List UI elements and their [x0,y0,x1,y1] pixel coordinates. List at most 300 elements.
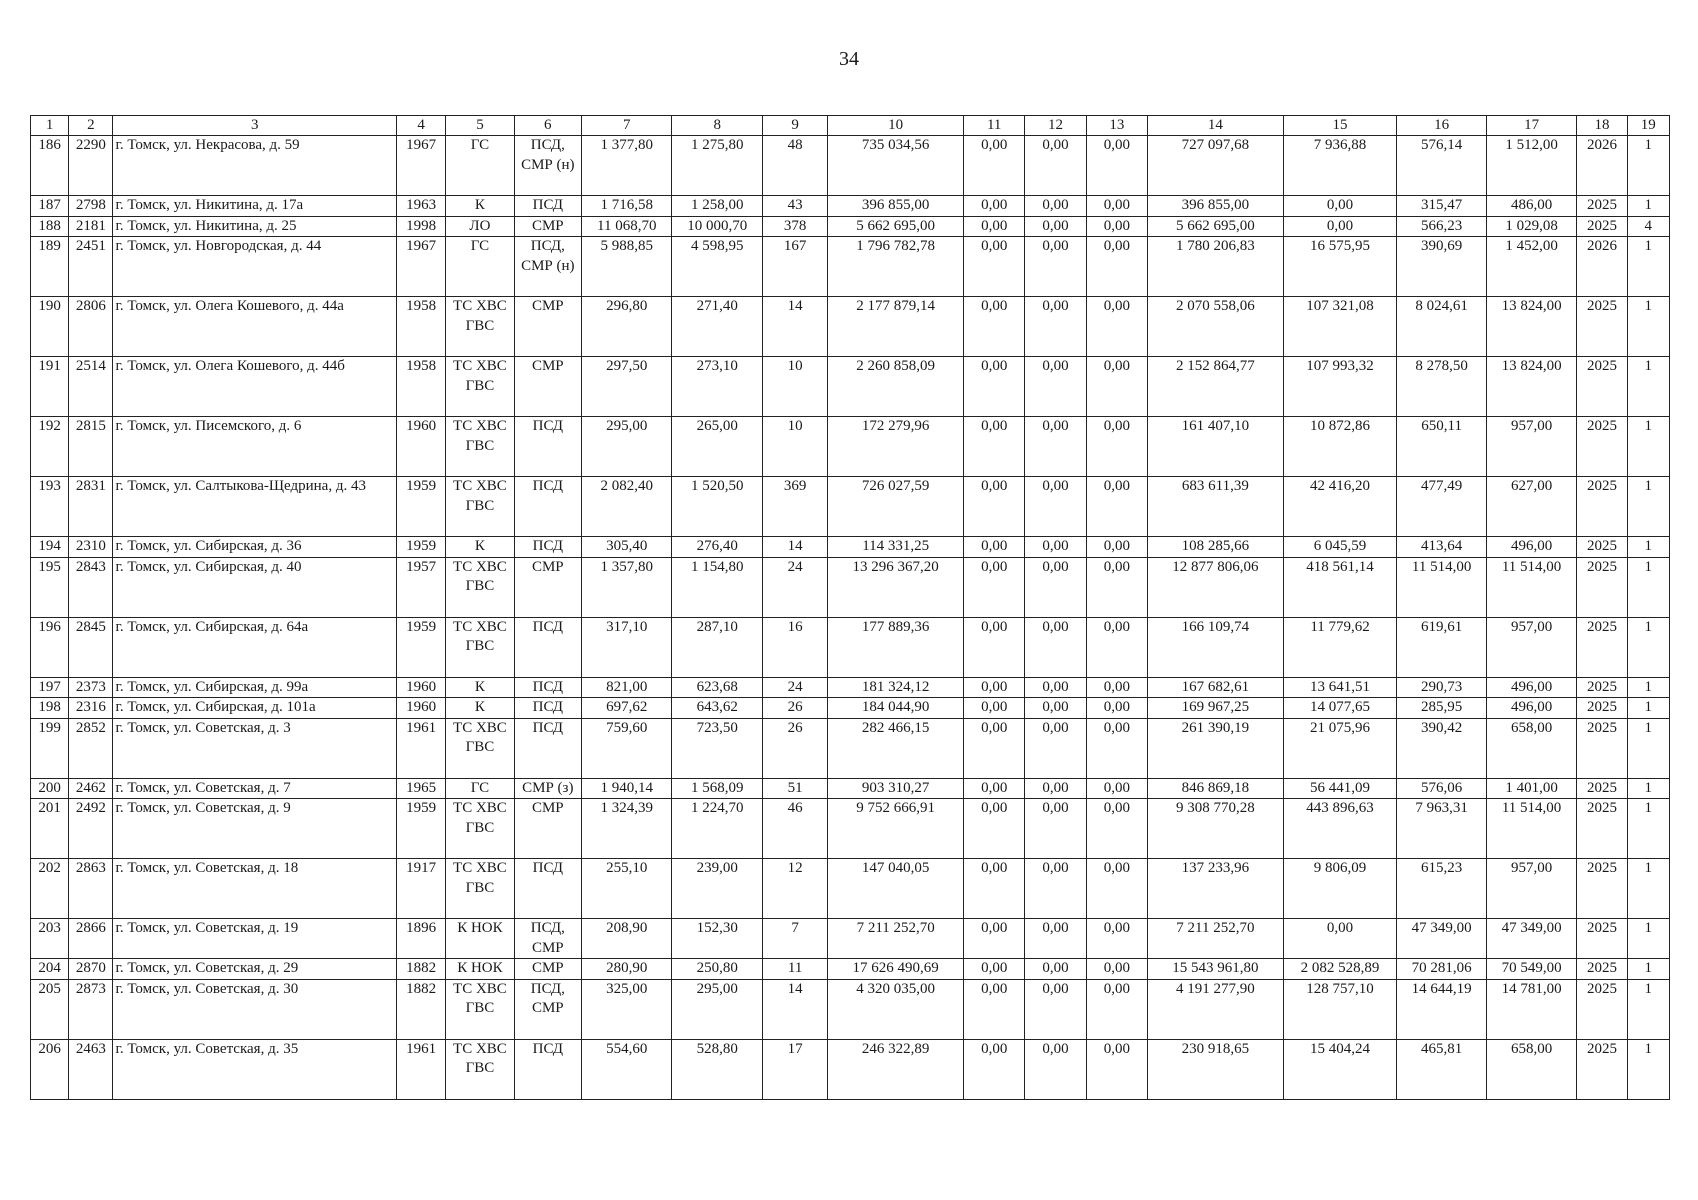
table-cell-col-2: 2463 [69,1039,113,1099]
table-cell-col-10: 181 324,12 [828,677,964,698]
table-cell-col-7: 697,62 [581,698,671,719]
table-cell-col-12: 0,00 [1025,919,1086,959]
table-cell-col-11: 0,00 [964,778,1025,799]
table-cell-col-3: г. Томск, ул. Советская, д. 30 [113,979,397,1039]
column-number-3: 3 [113,116,397,136]
column-number-10: 10 [828,116,964,136]
table-cell-col-10: 246 322,89 [828,1039,964,1099]
table-cell-col-8: 250,80 [672,959,762,980]
table-cell-col-16: 576,14 [1397,136,1486,196]
table-cell-col-5: ТС ХВС ГВС [446,477,514,537]
table-cell-col-1: 195 [31,557,69,617]
table-cell-col-17: 486,00 [1486,196,1576,217]
table-cell-col-17: 1 452,00 [1486,237,1576,297]
table-cell-col-13: 0,00 [1086,357,1147,417]
table-cell-col-10: 282 466,15 [828,718,964,778]
table-cell-col-13: 0,00 [1086,297,1147,357]
table-cell-col-7: 295,00 [581,417,671,477]
table-cell-col-15: 418 561,14 [1283,557,1397,617]
column-number-1: 1 [31,116,69,136]
table-cell-col-12: 0,00 [1025,237,1086,297]
table-cell-col-15: 107 993,32 [1283,357,1397,417]
table-cell-col-14: 261 390,19 [1148,718,1284,778]
table-cell-col-15: 10 872,86 [1283,417,1397,477]
table-cell-col-18: 2025 [1577,698,1627,719]
table-cell-col-6: СМР [514,959,581,980]
table-cell-col-1: 193 [31,477,69,537]
table-cell-col-10: 2 260 858,09 [828,357,964,417]
table-cell-col-10: 903 310,27 [828,778,964,799]
table-cell-col-1: 186 [31,136,69,196]
table-cell-col-16: 566,23 [1397,216,1486,237]
table-cell-col-18: 2025 [1577,297,1627,357]
table-cell-col-11: 0,00 [964,297,1025,357]
column-number-row [31,116,1670,136]
page-number: 34 [839,48,859,70]
table-cell-col-2: 2462 [69,778,113,799]
table-cell-col-13: 0,00 [1086,196,1147,217]
table-cell-col-17: 957,00 [1486,859,1576,919]
table-cell-col-8: 623,68 [672,677,762,698]
table-cell-col-2: 2373 [69,677,113,698]
table-cell-col-19: 1 [1627,799,1669,859]
table-cell-col-4: 1965 [396,778,445,799]
table-row [31,919,1670,959]
table-cell-col-8: 1 275,80 [672,136,762,196]
table-cell-col-6: ПСД, СМР (н) [514,136,581,196]
table-cell-col-13: 0,00 [1086,979,1147,1039]
table-cell-col-18: 2025 [1577,799,1627,859]
table-cell-col-4: 1960 [396,698,445,719]
table-cell-col-10: 726 027,59 [828,477,964,537]
table-cell-col-4: 1960 [396,417,445,477]
table-cell-col-13: 0,00 [1086,698,1147,719]
table-cell-col-11: 0,00 [964,136,1025,196]
column-number-12: 12 [1025,116,1086,136]
table-cell-col-18: 2025 [1577,859,1627,919]
table-cell-col-12: 0,00 [1025,357,1086,417]
table-cell-col-1: 203 [31,919,69,959]
table-cell-col-7: 317,10 [581,617,671,677]
table-cell-col-13: 0,00 [1086,1039,1147,1099]
table-cell-col-5: К [446,677,514,698]
table-row [31,537,1670,558]
table-cell-col-15: 2 082 528,89 [1283,959,1397,980]
table-cell-col-11: 0,00 [964,919,1025,959]
table-cell-col-3: г. Томск, ул. Никитина, д. 17а [113,196,397,217]
table-cell-col-11: 0,00 [964,557,1025,617]
table-cell-col-7: 296,80 [581,297,671,357]
table-cell-col-7: 280,90 [581,959,671,980]
table-cell-col-4: 1960 [396,677,445,698]
table-cell-col-19: 1 [1627,136,1669,196]
table-row [31,357,1670,417]
table-cell-col-15: 13 641,51 [1283,677,1397,698]
table-cell-col-15: 6 045,59 [1283,537,1397,558]
table-cell-col-9: 51 [762,778,827,799]
table-cell-col-16: 413,64 [1397,537,1486,558]
table-cell-col-18: 2025 [1577,196,1627,217]
table-cell-col-19: 1 [1627,196,1669,217]
table-cell-col-17: 47 349,00 [1486,919,1576,959]
column-number-4: 4 [396,116,445,136]
table-cell-col-19: 1 [1627,859,1669,919]
table-cell-col-14: 230 918,65 [1148,1039,1284,1099]
table-cell-col-6: ПСД [514,417,581,477]
table-cell-col-14: 2 152 864,77 [1148,357,1284,417]
table-cell-col-6: СМР [514,799,581,859]
table-cell-col-10: 396 855,00 [828,196,964,217]
table-cell-col-2: 2181 [69,216,113,237]
table-cell-col-5: ТС ХВС ГВС [446,718,514,778]
table-cell-col-2: 2815 [69,417,113,477]
table-cell-col-6: ПСД [514,718,581,778]
table-cell-col-12: 0,00 [1025,216,1086,237]
table-cell-col-10: 735 034,56 [828,136,964,196]
table-cell-col-8: 1 568,09 [672,778,762,799]
table-cell-col-7: 1 324,39 [581,799,671,859]
table-cell-col-19: 1 [1627,557,1669,617]
table-cell-col-4: 1961 [396,1039,445,1099]
table-cell-col-10: 9 752 666,91 [828,799,964,859]
table-cell-col-9: 369 [762,477,827,537]
column-number-13: 13 [1086,116,1147,136]
table-cell-col-2: 2290 [69,136,113,196]
table-row [31,617,1670,677]
table-cell-col-16: 390,42 [1397,718,1486,778]
table-cell-col-19: 1 [1627,237,1669,297]
table-cell-col-16: 619,61 [1397,617,1486,677]
table-cell-col-11: 0,00 [964,237,1025,297]
table-cell-col-3: г. Томск, ул. Олега Кошевого, д. 44а [113,297,397,357]
column-number-14: 14 [1148,116,1284,136]
table-cell-col-17: 11 514,00 [1486,557,1576,617]
table-cell-col-1: 189 [31,237,69,297]
table-cell-col-1: 202 [31,859,69,919]
table-cell-col-5: ТС ХВС ГВС [446,979,514,1039]
table-cell-col-7: 297,50 [581,357,671,417]
table-cell-col-12: 0,00 [1025,778,1086,799]
table-cell-col-6: СМР [514,557,581,617]
table-cell-col-5: ТС ХВС ГВС [446,859,514,919]
table-cell-col-4: 1967 [396,136,445,196]
column-number-19: 19 [1627,116,1669,136]
table-cell-col-10: 184 044,90 [828,698,964,719]
table-cell-col-4: 1958 [396,357,445,417]
table-cell-col-11: 0,00 [964,1039,1025,1099]
table-cell-col-2: 2798 [69,196,113,217]
table-cell-col-4: 1961 [396,718,445,778]
table-cell-col-18: 2025 [1577,557,1627,617]
table-cell-col-17: 11 514,00 [1486,799,1576,859]
table-cell-col-15: 128 757,10 [1283,979,1397,1039]
table-cell-col-3: г. Томск, ул. Никитина, д. 25 [113,216,397,237]
column-number-5: 5 [446,116,514,136]
table-row [31,417,1670,477]
table-cell-col-16: 8 024,61 [1397,297,1486,357]
table-cell-col-7: 1 377,80 [581,136,671,196]
table-cell-col-19: 1 [1627,417,1669,477]
table-cell-col-5: ТС ХВС ГВС [446,1039,514,1099]
table-cell-col-17: 1 401,00 [1486,778,1576,799]
table-cell-col-4: 1957 [396,557,445,617]
table-cell-col-2: 2514 [69,357,113,417]
table-cell-col-9: 378 [762,216,827,237]
table-row [31,477,1670,537]
column-number-15: 15 [1283,116,1397,136]
table-cell-col-10: 4 320 035,00 [828,979,964,1039]
table-cell-col-12: 0,00 [1025,617,1086,677]
table-cell-col-8: 643,62 [672,698,762,719]
column-number-8: 8 [672,116,762,136]
table-row [31,979,1670,1039]
table-row [31,799,1670,859]
table-cell-col-6: СМР (з) [514,778,581,799]
table-cell-col-7: 255,10 [581,859,671,919]
table-cell-col-3: г. Томск, ул. Сибирская, д. 36 [113,537,397,558]
table-cell-col-6: СМР [514,297,581,357]
table-cell-col-11: 0,00 [964,859,1025,919]
table-cell-col-13: 0,00 [1086,216,1147,237]
table-cell-col-11: 0,00 [964,698,1025,719]
table-cell-col-15: 56 441,09 [1283,778,1397,799]
table-cell-col-16: 11 514,00 [1397,557,1486,617]
table-cell-col-2: 2845 [69,617,113,677]
table-cell-col-5: ТС ХВС ГВС [446,417,514,477]
table-cell-col-7: 759,60 [581,718,671,778]
column-number-9: 9 [762,116,827,136]
table-cell-col-17: 1 512,00 [1486,136,1576,196]
table-cell-col-19: 1 [1627,959,1669,980]
table-cell-col-16: 650,11 [1397,417,1486,477]
table-cell-col-3: г. Томск, ул. Советская, д. 19 [113,919,397,959]
table-cell-col-16: 70 281,06 [1397,959,1486,980]
table-cell-col-2: 2866 [69,919,113,959]
table-cell-col-16: 285,95 [1397,698,1486,719]
table-cell-col-6: ПСД [514,698,581,719]
table-cell-col-9: 26 [762,698,827,719]
table-cell-col-8: 265,00 [672,417,762,477]
table-cell-col-12: 0,00 [1025,136,1086,196]
table-cell-col-16: 465,81 [1397,1039,1486,1099]
table-cell-col-18: 2025 [1577,537,1627,558]
table-cell-col-18: 2025 [1577,357,1627,417]
table-cell-col-19: 1 [1627,698,1669,719]
table-cell-col-13: 0,00 [1086,919,1147,959]
table-cell-col-2: 2843 [69,557,113,617]
table-cell-col-7: 554,60 [581,1039,671,1099]
table-cell-col-15: 443 896,63 [1283,799,1397,859]
table-cell-col-3: г. Томск, ул. Советская, д. 35 [113,1039,397,1099]
table-cell-col-4: 1963 [396,196,445,217]
table-cell-col-9: 10 [762,417,827,477]
table-cell-col-13: 0,00 [1086,959,1147,980]
table-cell-col-8: 276,40 [672,537,762,558]
table-row [31,136,1670,196]
table-cell-col-7: 821,00 [581,677,671,698]
table-cell-col-17: 1 029,08 [1486,216,1576,237]
table-cell-col-9: 11 [762,959,827,980]
table-cell-col-1: 200 [31,778,69,799]
table-cell-col-9: 10 [762,357,827,417]
table-cell-col-1: 187 [31,196,69,217]
table-cell-col-5: ТС ХВС ГВС [446,799,514,859]
table-cell-col-6: ПСД [514,859,581,919]
table-cell-col-14: 15 543 961,80 [1148,959,1284,980]
table-cell-col-18: 2025 [1577,617,1627,677]
table-cell-col-9: 24 [762,557,827,617]
table-cell-col-8: 273,10 [672,357,762,417]
table-cell-col-19: 1 [1627,718,1669,778]
table-cell-col-7: 1 940,14 [581,778,671,799]
table-cell-col-3: г. Томск, ул. Некрасова, д. 59 [113,136,397,196]
table-row [31,557,1670,617]
table-cell-col-3: г. Томск, ул. Салтыкова-Щедрина, д. 43 [113,477,397,537]
table-cell-col-1: 188 [31,216,69,237]
table-cell-col-2: 2873 [69,979,113,1039]
table-cell-col-4: 1882 [396,959,445,980]
table-cell-col-10: 17 626 490,69 [828,959,964,980]
table-cell-col-5: ТС ХВС ГВС [446,557,514,617]
table-cell-col-17: 13 824,00 [1486,357,1576,417]
table-cell-col-13: 0,00 [1086,677,1147,698]
table-cell-col-12: 0,00 [1025,196,1086,217]
table-row [31,1039,1670,1099]
table-cell-col-19: 4 [1627,216,1669,237]
table-cell-col-4: 1917 [396,859,445,919]
table-cell-col-14: 4 191 277,90 [1148,979,1284,1039]
table-cell-col-5: К [446,537,514,558]
table-cell-col-11: 0,00 [964,216,1025,237]
table-cell-col-7: 11 068,70 [581,216,671,237]
table-cell-col-6: ПСД [514,617,581,677]
table-cell-col-17: 496,00 [1486,698,1576,719]
table-cell-col-14: 727 097,68 [1148,136,1284,196]
table-cell-col-16: 7 963,31 [1397,799,1486,859]
table-cell-col-13: 0,00 [1086,557,1147,617]
table-cell-col-13: 0,00 [1086,237,1147,297]
table-cell-col-14: 108 285,66 [1148,537,1284,558]
table-cell-col-2: 2852 [69,718,113,778]
table-cell-col-18: 2025 [1577,919,1627,959]
column-number-17: 17 [1486,116,1576,136]
table-cell-col-10: 147 040,05 [828,859,964,919]
table-cell-col-18: 2025 [1577,778,1627,799]
table-row [31,196,1670,217]
table-cell-col-19: 1 [1627,979,1669,1039]
table-cell-col-6: ПСД [514,677,581,698]
table-cell-col-9: 24 [762,677,827,698]
table-cell-col-11: 0,00 [964,677,1025,698]
table-cell-col-12: 0,00 [1025,477,1086,537]
table-cell-col-19: 1 [1627,357,1669,417]
table-cell-col-16: 8 278,50 [1397,357,1486,417]
table-cell-col-15: 7 936,88 [1283,136,1397,196]
table-cell-col-3: г. Томск, ул. Советская, д. 18 [113,859,397,919]
table-cell-col-9: 7 [762,919,827,959]
table-cell-col-12: 0,00 [1025,417,1086,477]
table-cell-col-12: 0,00 [1025,799,1086,859]
table-cell-col-1: 201 [31,799,69,859]
table-cell-col-2: 2492 [69,799,113,859]
table-cell-col-1: 199 [31,718,69,778]
table-cell-col-16: 390,69 [1397,237,1486,297]
table-cell-col-18: 2025 [1577,216,1627,237]
table-cell-col-7: 1 716,58 [581,196,671,217]
column-number-18: 18 [1577,116,1627,136]
table-cell-col-4: 1896 [396,919,445,959]
table-row [31,959,1670,980]
table-cell-col-9: 14 [762,537,827,558]
table-cell-col-11: 0,00 [964,196,1025,217]
table-cell-col-19: 1 [1627,477,1669,537]
table-cell-col-3: г. Томск, ул. Сибирская, д. 99а [113,677,397,698]
table-cell-col-14: 846 869,18 [1148,778,1284,799]
table-cell-col-18: 2026 [1577,237,1627,297]
table-cell-col-4: 1959 [396,617,445,677]
table-cell-col-8: 1 258,00 [672,196,762,217]
table-cell-col-15: 42 416,20 [1283,477,1397,537]
table-cell-col-9: 167 [762,237,827,297]
table-cell-col-17: 627,00 [1486,477,1576,537]
table-cell-col-3: г. Томск, ул. Олега Кошевого, д. 44б [113,357,397,417]
table-cell-col-12: 0,00 [1025,859,1086,919]
table-cell-col-15: 16 575,95 [1283,237,1397,297]
table-cell-col-9: 43 [762,196,827,217]
table-cell-col-5: ГС [446,136,514,196]
table-cell-col-1: 205 [31,979,69,1039]
table-cell-col-8: 1 224,70 [672,799,762,859]
table-cell-col-9: 26 [762,718,827,778]
table-cell-col-11: 0,00 [964,959,1025,980]
table-cell-col-13: 0,00 [1086,617,1147,677]
column-number-16: 16 [1397,116,1486,136]
table-cell-col-13: 0,00 [1086,136,1147,196]
table-cell-col-18: 2025 [1577,677,1627,698]
table-cell-col-18: 2025 [1577,718,1627,778]
table-cell-col-8: 723,50 [672,718,762,778]
table-cell-col-19: 1 [1627,1039,1669,1099]
table-cell-col-12: 0,00 [1025,1039,1086,1099]
table-cell-col-13: 0,00 [1086,537,1147,558]
table-cell-col-3: г. Томск, ул. Новгородская, д. 44 [113,237,397,297]
table-cell-col-15: 21 075,96 [1283,718,1397,778]
table-cell-col-8: 152,30 [672,919,762,959]
table-cell-col-10: 114 331,25 [828,537,964,558]
table-cell-col-9: 17 [762,1039,827,1099]
table-cell-col-18: 2026 [1577,136,1627,196]
table-cell-col-8: 239,00 [672,859,762,919]
table-cell-col-17: 14 781,00 [1486,979,1576,1039]
table-cell-col-4: 1958 [396,297,445,357]
table-row [31,677,1670,698]
table-cell-col-12: 0,00 [1025,537,1086,558]
table-cell-col-1: 198 [31,698,69,719]
table-cell-col-14: 2 070 558,06 [1148,297,1284,357]
table-cell-col-15: 9 806,09 [1283,859,1397,919]
table-cell-col-19: 1 [1627,617,1669,677]
table-cell-col-16: 290,73 [1397,677,1486,698]
table-row [31,859,1670,919]
table-cell-col-2: 2806 [69,297,113,357]
table-cell-col-9: 46 [762,799,827,859]
table-cell-col-1: 197 [31,677,69,698]
table-cell-col-2: 2310 [69,537,113,558]
table-cell-col-1: 204 [31,959,69,980]
table-cell-col-14: 683 611,39 [1148,477,1284,537]
table-cell-col-15: 0,00 [1283,919,1397,959]
table-cell-col-4: 1967 [396,237,445,297]
